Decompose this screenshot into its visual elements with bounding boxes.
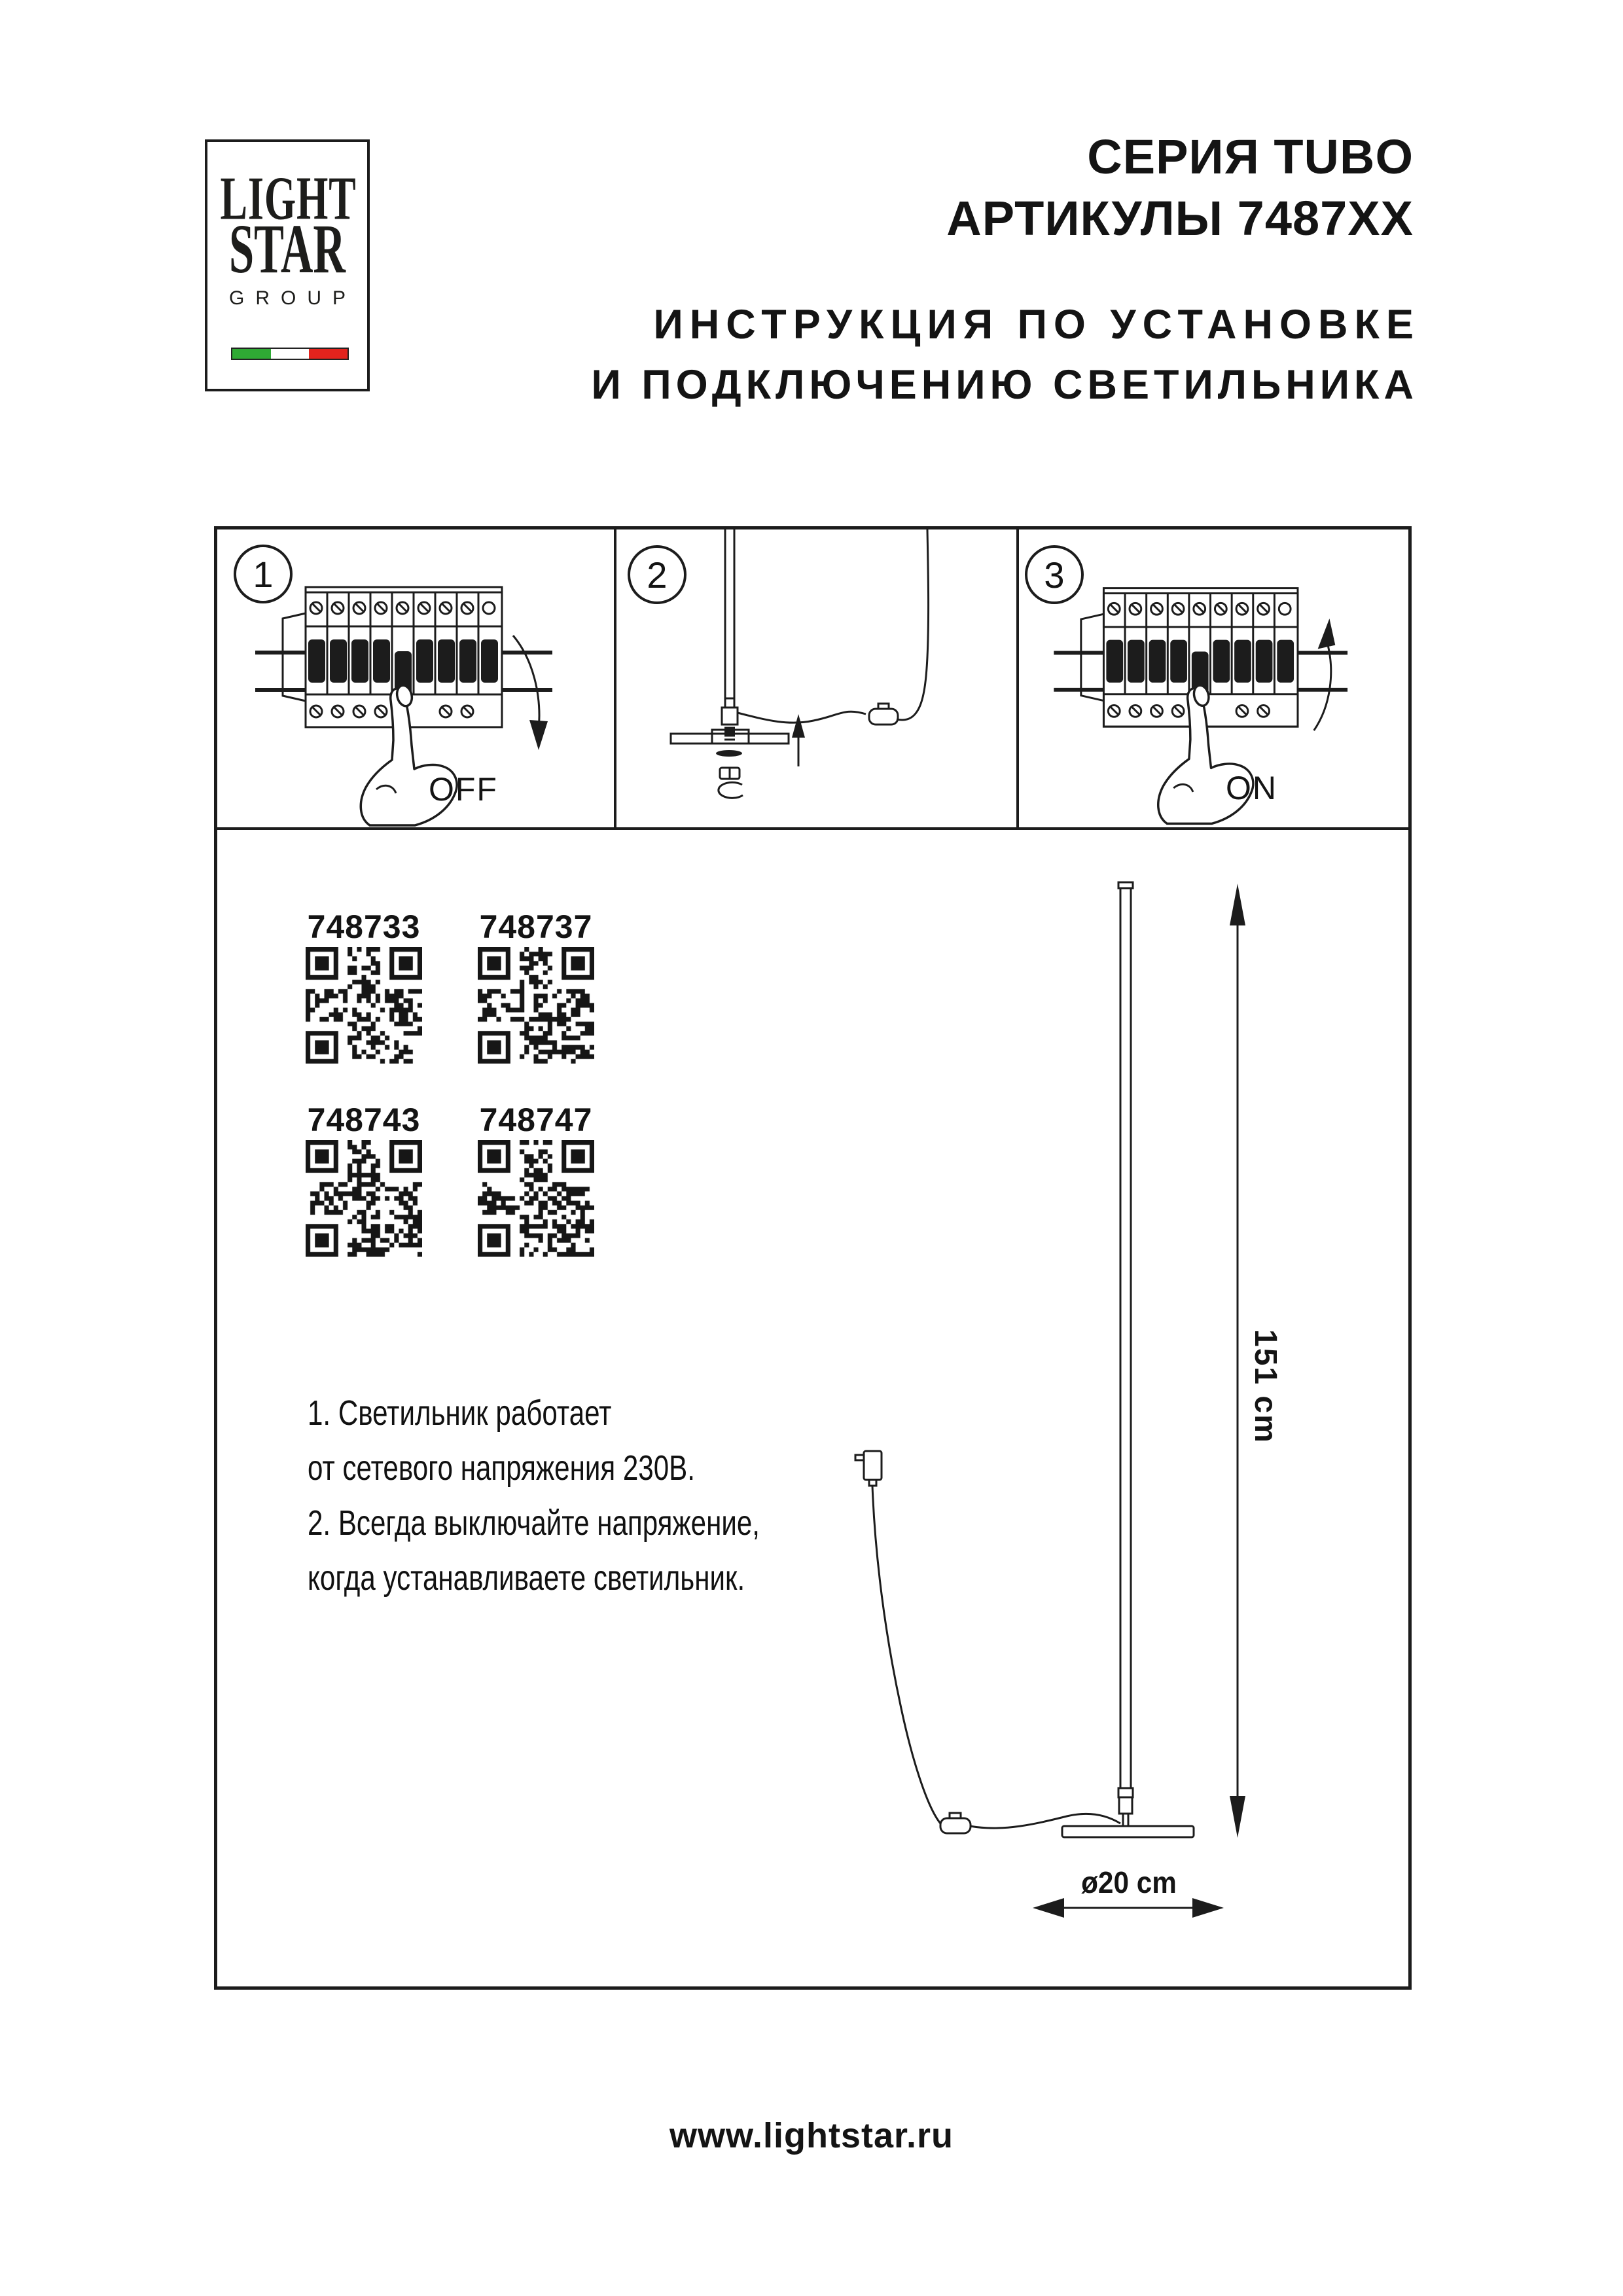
website-url: www.lightstar.ru [669,2116,954,2155]
base-diameter-label: ø20 cm [1081,1865,1177,1899]
step-number-3: 3 [1025,545,1084,604]
on-label: ON [1226,770,1277,806]
note-line: от сетевого напряжения 230В. [308,1448,695,1488]
series-title: СЕРИЯ TUBO [1087,130,1414,184]
step-number-1: 1 [234,545,293,603]
logo-word-group: GROUP [228,287,357,309]
article-number-748743: 748743 [307,1102,421,1138]
qr-code [478,1140,594,1257]
qr-code [306,1140,422,1257]
step-number-2: 2 [628,545,687,604]
note-line: когда устанавливаете светильник. [308,1558,745,1598]
note-line: 1. Светильник работает [308,1393,612,1433]
flag-green-segment [232,349,271,359]
instruction-title-line2: И ПОДКЛЮЧЕНИЮ СВЕТИЛЬНИКА [591,362,1418,408]
article-number-748747: 748747 [479,1102,593,1138]
height-dimension-label: 151 cm [1248,1329,1283,1444]
panel-divider-2 [1016,529,1019,827]
off-label: OFF [429,771,498,808]
panel-divider-1 [614,529,616,827]
logo-word-star: STAR [228,211,346,289]
qr-code [306,947,422,1064]
article-number-748733: 748733 [307,908,421,945]
articles-title: АРТИКУЛЫ 7487ХХ [946,191,1414,245]
logo-word-light: LIGHT [220,164,357,234]
floor-lamp-dimension-figure [838,877,1283,1937]
flag-white-segment [271,349,310,359]
lightstar-logo [205,139,370,391]
figure-frame [214,526,1412,1990]
safety-notes [308,1386,760,1605]
article-number-748737: 748737 [479,908,593,945]
flag-red-segment [309,349,348,359]
qr-code [478,947,594,1064]
instruction-title-line1: ИНСТРУКЦИЯ ПО УСТАНОВКЕ [653,302,1420,348]
note-line: 2. Всегда выключайте напряжение, [308,1503,760,1543]
header-block [591,130,1420,408]
italian-flag-bar [231,348,349,360]
step-row-divider [217,827,1408,830]
